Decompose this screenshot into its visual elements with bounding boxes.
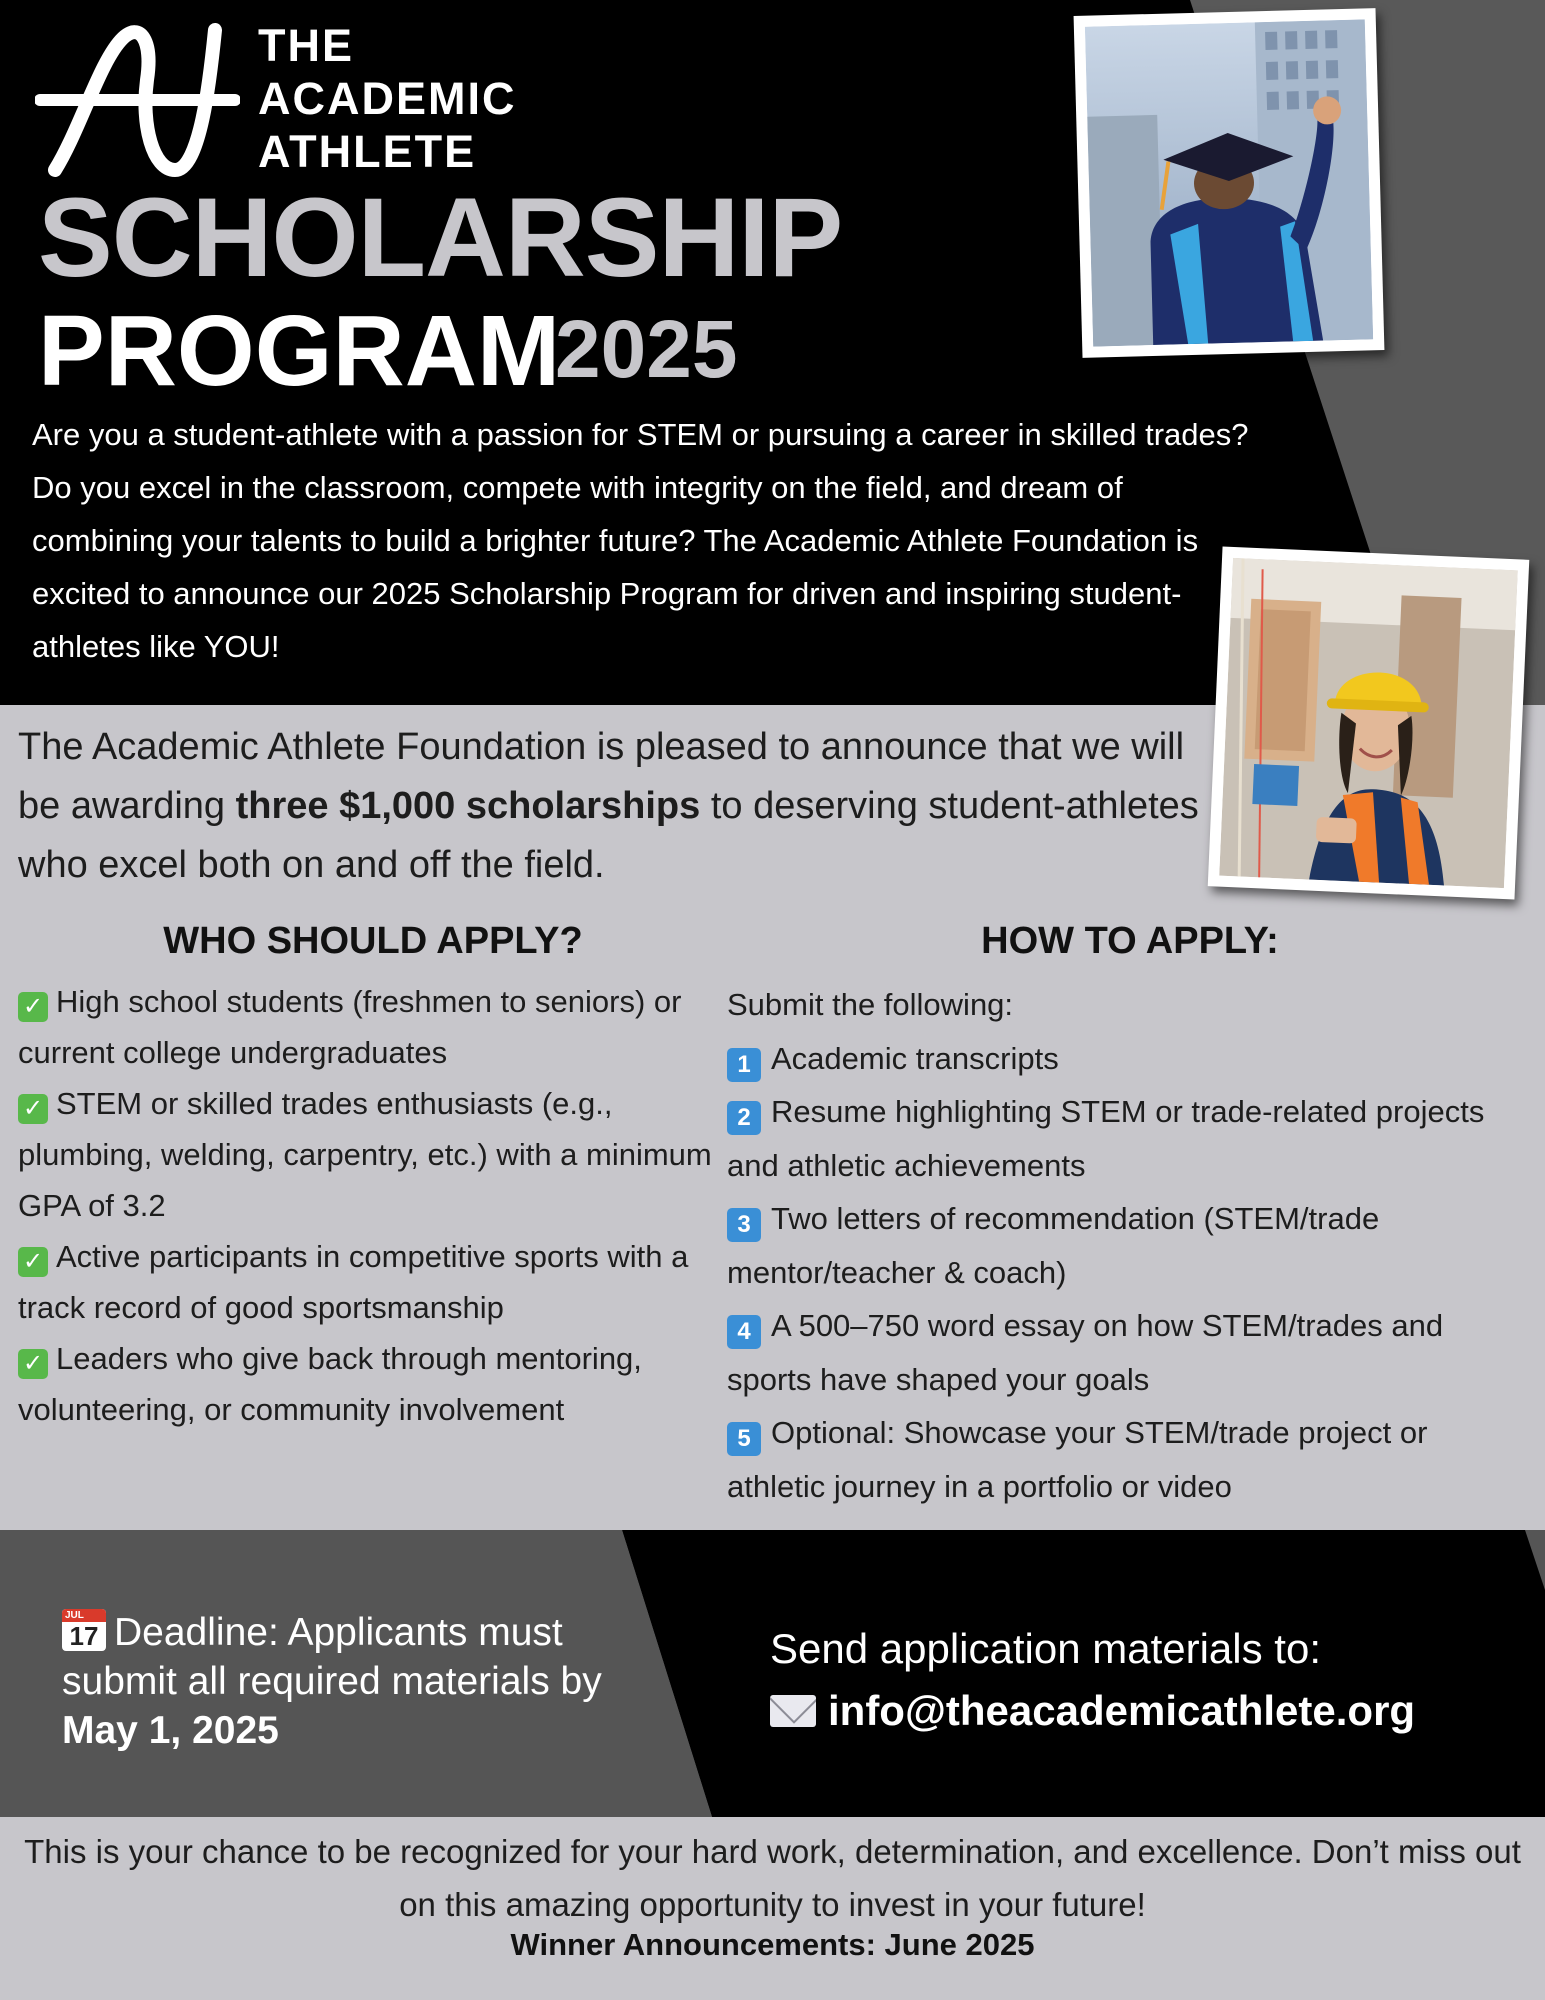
announcement-text-end: to deserving student-athletes who excel both on and off the field. bbox=[18, 785, 1199, 886]
list-item bbox=[727, 1032, 1532, 1086]
number-2-icon: 2 bbox=[727, 1101, 761, 1135]
calendar-icon bbox=[62, 1609, 106, 1651]
list-item-text: STEM or skilled trades enthusiasts (e.g., plumbing, welding, carpentry, etc.) with a minimum GPA of 3.2 bbox=[18, 1086, 712, 1223]
logo-text-academic: ACADEMIC bbox=[258, 73, 517, 124]
check-icon: ✓ bbox=[18, 1247, 48, 1277]
deadline-notice bbox=[62, 1608, 622, 1755]
check-icon: ✓ bbox=[18, 992, 48, 1022]
who-should-apply-list bbox=[18, 976, 718, 1435]
page-title-program: PROGRAM bbox=[38, 295, 561, 407]
announcement-paragraph bbox=[18, 718, 1218, 895]
deadline-date: May 1, 2025 bbox=[62, 1709, 279, 1752]
who-should-apply-heading: WHO SHOULD APPLY? bbox=[163, 920, 583, 962]
construction-illustration bbox=[1219, 558, 1518, 888]
send-materials-heading: Send application materials to: bbox=[770, 1625, 1321, 1672]
list-item-text: Two letters of recommendation (STEM/trade mentor/teacher & coach) bbox=[727, 1201, 1380, 1290]
calendar-icon-day: 17 bbox=[69, 1621, 99, 1651]
contact-email-row bbox=[770, 1684, 1415, 1738]
list-item-text: Leaders who give back through mentoring, volunteering, or community involvement bbox=[18, 1341, 642, 1427]
list-item bbox=[727, 1192, 1532, 1299]
how-to-apply-list bbox=[727, 978, 1532, 1513]
check-icon: ✓ bbox=[18, 1349, 48, 1379]
logo-text-the: THE bbox=[258, 20, 354, 71]
list-item-text: Resume highlighting STEM or trade-related projects and athletic achievements bbox=[727, 1094, 1485, 1183]
deadline-text: Deadline: Applicants must submit all required materials by bbox=[62, 1611, 602, 1703]
page-title-year: 2025 bbox=[555, 304, 738, 395]
graduate-photo bbox=[1074, 8, 1385, 358]
check-icon: ✓ bbox=[18, 1094, 48, 1124]
list-item bbox=[18, 976, 718, 1078]
list-item bbox=[727, 1085, 1532, 1192]
list-item-text: Optional: Showcase your STEM/trade project or athletic journey in a portfolio or video bbox=[727, 1415, 1428, 1504]
envelope-icon bbox=[770, 1695, 816, 1727]
how-to-apply-intro: Submit the following: bbox=[727, 987, 1014, 1022]
list-item bbox=[18, 1078, 718, 1231]
construction-worker-photo bbox=[1208, 546, 1530, 899]
announcement-highlight: three $1,000 scholarships bbox=[235, 785, 701, 827]
graduate-illustration bbox=[1085, 19, 1373, 346]
announcement-text-start: The Academic Athlete Foundation is pleased to announce that we will be awarding bbox=[18, 726, 1185, 827]
calendar-icon-month: JUL bbox=[62, 1609, 106, 1622]
page-title-scholarship: SCHOLARSHIP bbox=[38, 175, 843, 300]
number-4-icon: 4 bbox=[727, 1315, 761, 1349]
list-item bbox=[727, 1299, 1532, 1406]
list-item bbox=[18, 1333, 718, 1435]
list-item-text: A 500–750 word essay on how STEM/trades and sports have shaped your goals bbox=[727, 1308, 1444, 1397]
logo-text-athlete: ATHLETE bbox=[258, 126, 477, 177]
how-to-apply-heading: HOW TO APPLY: bbox=[981, 920, 1279, 962]
number-5-icon: 5 bbox=[727, 1422, 761, 1456]
number-3-icon: 3 bbox=[727, 1208, 761, 1242]
closing-paragraph: This is your chance to be recognized for your hard work, determination, and excellence. Don’t miss out on this amazing opportunity to invest in your future! bbox=[24, 1833, 1521, 1923]
list-item-text: Academic transcripts bbox=[771, 1040, 1059, 1076]
number-1-icon: 1 bbox=[727, 1048, 761, 1082]
list-item-text: Active participants in competitive sports with a track record of good sportsmanship bbox=[18, 1239, 689, 1325]
contact-email-link[interactable]: info@theacademicathlete.org bbox=[828, 1687, 1416, 1734]
list-item bbox=[727, 1406, 1532, 1513]
intro-paragraph: Are you a student-athlete with a passion for STEM or pursuing a career in skilled trades? Do you excel in the classroom, compete with integrity on the field, and dream of combining your talents to build a brighter future? The Academic Athlete Foundation is excited to announce our 2025 Scholarship Program for driven and inspiring student-athletes like YOU! bbox=[32, 417, 1249, 664]
logo-mark-icon bbox=[35, 20, 240, 180]
list-item bbox=[18, 1231, 718, 1333]
list-item-text: High school students (freshmen to seniors) or current college undergraduates bbox=[18, 984, 682, 1070]
winner-announcement: Winner Announcements: June 2025 bbox=[510, 1927, 1035, 1962]
